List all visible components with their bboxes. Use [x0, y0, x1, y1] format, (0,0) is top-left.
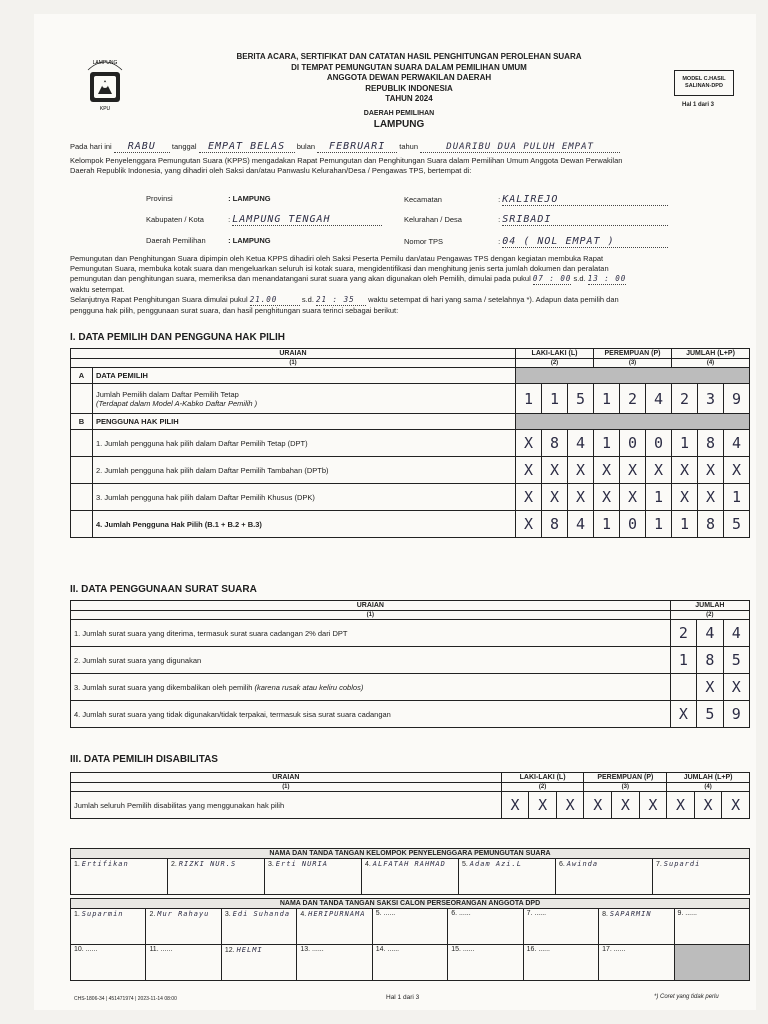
sig-number: 7. [656, 861, 662, 868]
kpps-signature-cell [653, 859, 750, 895]
sig-name: ALFATAH RAHMAD [372, 860, 446, 868]
section-1-title: I. DATA PEMILIH DAN PENGGUNA HAK PILIH [70, 332, 285, 343]
digit-cell: X [723, 674, 749, 701]
col-header: URAIAN [71, 773, 502, 783]
sig-name: ...... [85, 946, 98, 953]
model-line: MODEL C.HASIL [682, 76, 726, 82]
col-header: PEREMPUAN (P) [584, 773, 667, 783]
witness-signature-cell [674, 909, 750, 945]
sig-number: 6. [559, 861, 565, 868]
svg-text:KPU: KPU [99, 106, 111, 112]
text: pemungutan dan penghitungan suara, memeriksa dan menandatangani surat suara yang akan digunakan oleh Pemilih, dimulai pada pukul [70, 274, 531, 283]
digit-cell: X [556, 792, 584, 819]
sig-name: Awinda [566, 860, 599, 868]
row-label [71, 674, 671, 701]
digit-cell: 4 [697, 620, 723, 647]
digit-cell: X [568, 457, 594, 484]
witness-signature-cell [448, 945, 523, 981]
col-header: JUMLAH [670, 601, 749, 611]
title-line: BERITA ACARA, SERTIFIKAT DAN CATATAN HASIL PENGHITUNGAN PEROLEHAN SUARA [236, 52, 582, 61]
footnote: *) Coret yang tidak perlu [654, 994, 719, 1000]
page-footer: Hal 1 dari 3 [386, 994, 420, 1001]
row-label: 4. Jumlah surat suara yang tidak digunakan/tidak terpakai, termasuk sisa surat suara cadangan [71, 701, 671, 728]
region-header [284, 110, 514, 130]
digit-cell: X [612, 792, 640, 819]
district-value: KALIREJO [502, 194, 668, 206]
sig-name: HERIPURNAMA [308, 910, 366, 918]
sig-number: 5. [375, 910, 382, 917]
text: Selanjutnya Rapat Penghitungan Suara dimulai pukul [70, 295, 248, 304]
sig-number: 14. [375, 946, 386, 953]
label: Kelurahan / Desa [404, 215, 462, 224]
witness-signature-cell [221, 945, 296, 981]
label: Kecamatan [404, 195, 442, 204]
witness-signature-cell [297, 909, 372, 945]
digit-cell: X [646, 457, 672, 484]
sig-name: RIZKI NUR.S [178, 860, 237, 868]
col-number: (1) [71, 611, 671, 620]
sig-number: 6. [451, 910, 458, 917]
section-3-title: III. DATA PEMILIH DISABILITAS [70, 754, 218, 765]
row-code: B [71, 414, 93, 430]
label: Kabupaten / Kota [146, 215, 204, 224]
text: (Terdapat dalam Model A-Kabko Daftar Pemilih ) [96, 398, 258, 408]
dapil-row [146, 236, 271, 245]
digit-cell: 5 [568, 384, 594, 414]
witness-signature-table [70, 898, 750, 981]
sig-number: 1. [74, 861, 80, 868]
paragraph-line: waktu setempat. [70, 285, 125, 294]
sig-number: 11. [149, 946, 159, 953]
label: Nomor TPS [404, 237, 444, 246]
row-label: 1. Jumlah pengguna hak pilih dalam Daftar Pemilih Tetap (DPT) [93, 430, 516, 457]
col-number: (4) [667, 783, 750, 792]
paragraph-line: Kelompok Penyelenggara Pemungutan Suara (KPPS) mengadakan Rapat Pemungutan dan Penghitungan Suara dalam Pemilihan Umum Anggota Dewan Perwakilan [70, 156, 623, 165]
sig-name: Adam Azi.L [469, 860, 522, 868]
empty-cell [71, 430, 93, 457]
province-value: : LAMPUNG [228, 194, 271, 203]
digit-cell: X [594, 457, 620, 484]
digit-cell: 1 [646, 511, 672, 538]
col-header: JUMLAH (L+P) [672, 349, 750, 359]
page-indicator: Hal 1 dari 3 [682, 102, 715, 108]
sig-number: 15. [451, 946, 461, 953]
col-header: PEREMPUAN (P) [594, 349, 672, 359]
digit-cell: X [724, 457, 750, 484]
regency-value: LAMPUNG TENGAH [232, 214, 382, 226]
text: s.d. [573, 274, 586, 283]
label: Pada hari ini [70, 142, 112, 151]
witness-signature-cell [372, 945, 447, 981]
col-header: LAKI-LAKI (L) [501, 773, 584, 783]
digit-cell: 0 [620, 511, 646, 538]
witness-signature-cell [448, 909, 523, 945]
witness-signature-cell [146, 909, 221, 945]
sig-name: Ertifikan [81, 860, 129, 868]
digit-cell: X [670, 701, 696, 728]
col-number: (4) [672, 359, 750, 368]
sig-number: 9. [677, 910, 684, 917]
model-badge [674, 70, 734, 96]
sig-name: ...... [160, 946, 173, 953]
sig-number: 3. [224, 911, 231, 918]
digit-cell: X [568, 484, 594, 511]
witness-signature-cell [71, 945, 146, 981]
paragraph-line: Daerah Republik Indonesia, yang dihadiri oleh Saksi dan/atau Panwaslu Kelurahan/Desa / Pengawas TPS, bertempat di: [70, 166, 472, 175]
sig-name: Erti NURIA [275, 860, 328, 868]
start-time: 07 : 00 [532, 274, 572, 283]
day-field: RABU [114, 142, 170, 153]
kpps-signature-cell [168, 859, 265, 895]
sig-name: Supardi [663, 860, 701, 868]
ballot-usage-table [70, 600, 750, 728]
col-number: (1) [71, 783, 502, 792]
text: Jumlah Pemilih dalam Daftar Pemilih Tetap [96, 389, 239, 399]
digit-cell: X [722, 792, 750, 819]
title-line: ANGGOTA DEWAN PERWAKILAN DAERAH [326, 73, 492, 82]
digit-cell: X [620, 457, 646, 484]
document-code: CHS-1806-34 | 451471974 | 2023-11-14 08:00 [74, 996, 177, 1002]
col-number: (2) [501, 783, 584, 792]
sig-number: 7. [526, 910, 533, 917]
grey-cell [516, 368, 750, 384]
digit-cell: X [542, 457, 568, 484]
digit-cell: 5 [723, 647, 749, 674]
digit-cell: X [594, 484, 620, 511]
kpu-logo [84, 54, 126, 114]
sig-number: 4. [300, 911, 307, 918]
text: 3. Jumlah surat suara yang dikembalikan oleh pemilih [74, 682, 255, 692]
digit-cell: X [516, 457, 542, 484]
district-row: Kecamatan : KALIREJO [404, 194, 668, 206]
row-label: 1. Jumlah surat suara yang diterima, termasuk surat suara cadangan 2% dari DPT [71, 620, 671, 647]
digit-cell: 0 [646, 430, 672, 457]
document-page [34, 14, 756, 1010]
region-value: LAMPUNG [373, 119, 425, 130]
row-label [93, 384, 516, 414]
col-header: URAIAN [71, 601, 671, 611]
model-line: SALINAN-DPD [685, 83, 723, 89]
digit-cell: 8 [698, 511, 724, 538]
paragraph-line: Pemungutan dan Penghitungan Suara dipimpin oleh Ketua KPPS dihadiri oleh Saksi Peserta Pemilu dan/atau Pengawas TPS dengan kegiatan membuka Rapat [70, 254, 604, 263]
row-group-title: PENGGUNA HAK PILIH [93, 414, 516, 430]
paragraph-line [70, 274, 760, 285]
col-number: (1) [71, 359, 516, 368]
col-header: LAKI-LAKI (L) [516, 349, 594, 359]
digit-cell: 1 [724, 484, 750, 511]
sig-number: 16. [526, 946, 537, 953]
section-2-title: II. DATA PENGGUNAAN SURAT SUARA [70, 584, 257, 595]
sig-name: ...... [387, 946, 400, 953]
end-time: 13 : 00 [587, 274, 627, 283]
label: bulan [296, 142, 316, 151]
digit-cell: 4 [724, 430, 750, 457]
digit-cell: 1 [542, 384, 568, 414]
digit-cell: 8 [542, 430, 568, 457]
witness-signature-cell [221, 909, 296, 945]
kpps-signature-cell [459, 859, 556, 895]
sig-name: ...... [458, 910, 471, 917]
intro-paragraph [70, 156, 760, 176]
digit-cell: X [672, 484, 698, 511]
sig-name: Mur Rahayu [157, 910, 210, 918]
col-number: (2) [516, 359, 594, 368]
digit-cell: 1 [646, 484, 672, 511]
witness-signature-cell [71, 909, 146, 945]
row-group-title: DATA PEMILIH [93, 368, 516, 384]
digit-cell: X [620, 484, 646, 511]
digit-cell: 4 [568, 511, 594, 538]
year-field: DUARIBU DUA PULUH EMPAT [420, 142, 620, 153]
col-number: (3) [594, 359, 672, 368]
svg-text:LAMPUNG: LAMPUNG [92, 60, 118, 66]
row-label: 4. Jumlah Pengguna Hak Pilih (B.1 + B.2 + B.3) [93, 511, 516, 538]
digit-cell: 9 [723, 701, 749, 728]
text: (karena rusak atau keliru coblos) [254, 682, 364, 692]
digit-cell: X [542, 484, 568, 511]
sig-number: 3. [268, 861, 274, 868]
tps-value: 04 ( NOL EMPAT ) [502, 236, 668, 248]
digit-cell: X [667, 792, 695, 819]
title-line: TAHUN 2024 [385, 94, 433, 103]
digit-cell [670, 674, 696, 701]
title-line: DI TEMPAT PEMUNGUTAN SUARA DALAM PEMILIHAN UMUM [291, 62, 527, 72]
col-header: JUMLAH (L+P) [667, 773, 750, 783]
digit-cell: X [672, 457, 698, 484]
digit-cell: 8 [542, 511, 568, 538]
sig-name: ...... [383, 910, 396, 917]
digit-cell: 5 [724, 511, 750, 538]
title-line: REPUBLIK INDONESIA [365, 83, 453, 93]
digit-cell: 1 [670, 647, 696, 674]
village-value: SRIBADI [502, 214, 668, 226]
row-label: 3. Jumlah pengguna hak pilih dalam Daftar Pemilih Khusus (DPK) [93, 484, 516, 511]
row-label: 2. Jumlah surat suara yang digunakan [71, 647, 671, 674]
sig-number: 10. [74, 946, 84, 953]
empty-cell [71, 484, 93, 511]
row-code: A [71, 368, 93, 384]
date-field: EMPAT BELAS [199, 142, 295, 153]
digit-cell: 0 [620, 430, 646, 457]
kpps-signature-cell [556, 859, 653, 895]
digit-cell: 2 [620, 384, 646, 414]
digit-cell: 1 [594, 511, 620, 538]
sig-name: ...... [534, 910, 547, 917]
sig-number: 4. [365, 861, 371, 868]
text: s.d. [301, 295, 314, 304]
paragraph-line: pengguna hak pilih, penggunaan surat suara, dan hasil penghitungan suara terinci sebagai berikut: [70, 306, 399, 315]
sig-name: ...... [462, 946, 475, 953]
digit-cell: X [516, 430, 542, 457]
village-row: Kelurahan / Desa : SRIBADI [404, 214, 668, 226]
sig-name: ...... [613, 946, 626, 953]
sig-name: HELMI [236, 946, 263, 954]
digit-cell: 2 [670, 620, 696, 647]
witness-signature-cell [523, 945, 598, 981]
kpps-signature-cell [362, 859, 459, 895]
row-label: 2. Jumlah pengguna hak pilih dalam Daftar Pemilih Tambahan (DPTb) [93, 457, 516, 484]
dapil-value: : LAMPUNG [228, 236, 271, 245]
digit-cell: X [529, 792, 557, 819]
label: tahun [399, 142, 419, 151]
document-title [184, 52, 634, 105]
digit-cell: X [698, 457, 724, 484]
sig-number: 17. [602, 946, 612, 953]
procedure-paragraph [70, 254, 760, 316]
empty-cell [71, 457, 93, 484]
digit-cell: 8 [697, 647, 723, 674]
digit-cell: 2 [672, 384, 698, 414]
sig-name: ...... [685, 910, 697, 917]
digit-cell: 4 [723, 620, 749, 647]
witness-signature-title: NAMA DAN TANDA TANGAN SAKSI CALON PERSEORANGAN ANGGOTA DPD [71, 899, 750, 909]
province-row [146, 194, 271, 203]
witness-signature-cell [599, 945, 674, 981]
witness-signature-cell [146, 945, 221, 981]
row-label: Jumlah seluruh Pemilih disabilitas yang menggunakan hak pilih [71, 792, 502, 819]
digit-cell: X [697, 674, 723, 701]
sig-name: Suparmin [81, 910, 124, 918]
digit-cell: X [639, 792, 667, 819]
tps-row: Nomor TPS : 04 ( NOL EMPAT ) [404, 236, 668, 248]
grey-cell [516, 414, 750, 430]
digit-cell: 1 [594, 384, 620, 414]
sig-number: 13. [300, 946, 311, 953]
label: tanggal [171, 142, 197, 151]
digit-cell: X [516, 511, 542, 538]
sig-number: 5. [462, 861, 468, 868]
witness-signature-cell [599, 909, 674, 945]
date-line [70, 142, 760, 153]
empty-cell [71, 511, 93, 538]
digit-cell: 4 [568, 430, 594, 457]
digit-cell: 4 [646, 384, 672, 414]
witness-signature-cell [523, 909, 598, 945]
kpps-signature-title: NAMA DAN TANDA TANGAN KELOMPOK PENYELENGGARA PEMUNGUTAN SUARA [71, 849, 750, 859]
disability-table [70, 772, 750, 819]
sig-name: ...... [312, 946, 324, 953]
voter-data-table [70, 348, 750, 538]
col-number: (3) [584, 783, 667, 792]
sig-name: SAPARMIN [609, 910, 652, 918]
digit-cell: 8 [698, 430, 724, 457]
sig-number: 8. [602, 911, 608, 918]
count-start-time: 21.00 [250, 295, 300, 306]
digit-cell: 5 [697, 701, 723, 728]
digit-cell: X [501, 792, 529, 819]
sig-name: Edi Suhanda [232, 910, 291, 918]
sig-number: 2. [171, 861, 177, 868]
text: waktu setempat di hari yang sama / setelahnya *). Adapun data pemilih dan [368, 295, 619, 304]
digit-cell: X [584, 792, 612, 819]
label: Daerah Pemilihan [146, 236, 206, 245]
region-label: DAERAH PEMILIHAN [363, 110, 435, 117]
kpps-signature-cell [265, 859, 362, 895]
count-end-time: 21 : 35 [316, 295, 366, 306]
regency-row: Kabupaten / Kota : LAMPUNG TENGAH [146, 214, 382, 226]
label: Provinsi [146, 194, 173, 203]
sig-number: 2. [149, 911, 156, 918]
paragraph-line: Pemungutan Suara, membuka kotak suara dan mengeluarkan seluruh isi kotak suara, mengidentifikasi dan menghitung jenis serta jumlah dokumen dan peralatan [70, 264, 609, 273]
paragraph-line [70, 295, 760, 306]
digit-cell: 1 [672, 430, 698, 457]
digit-cell: 3 [698, 384, 724, 414]
kpps-signature-cell [71, 859, 168, 895]
grey-cell [674, 945, 750, 981]
sig-number: 12. [224, 947, 235, 954]
digit-cell: X [694, 792, 722, 819]
digit-cell: X [698, 484, 724, 511]
digit-cell: 1 [594, 430, 620, 457]
kpps-signature-table [70, 848, 750, 895]
col-header: URAIAN [71, 349, 516, 359]
witness-signature-cell [372, 909, 447, 945]
witness-signature-cell [297, 945, 372, 981]
digit-cell: 9 [724, 384, 750, 414]
digit-cell: 1 [672, 511, 698, 538]
month-field: FEBRUARI [317, 142, 397, 153]
empty-cell [71, 384, 93, 414]
digit-cell: X [516, 484, 542, 511]
col-number: (2) [670, 611, 749, 620]
digit-cell: 1 [516, 384, 542, 414]
sig-name: ...... [538, 946, 550, 953]
sig-number: 1. [74, 911, 80, 918]
